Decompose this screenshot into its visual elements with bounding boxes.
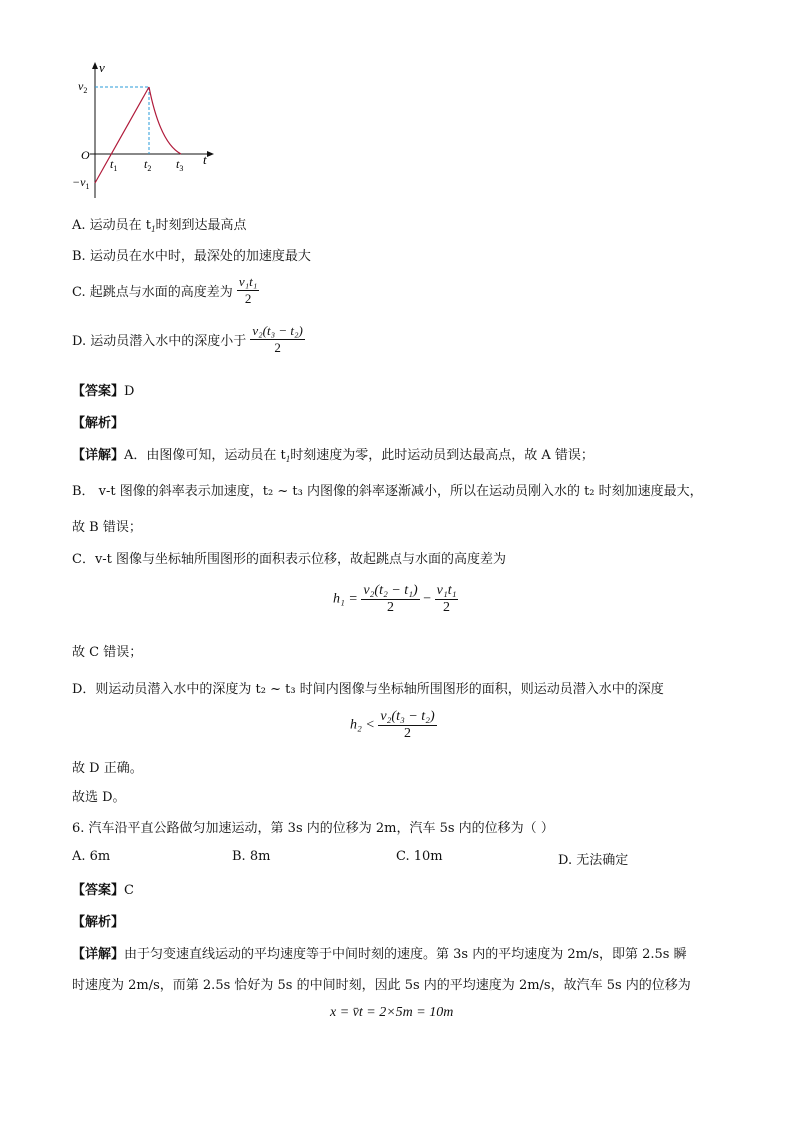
t-axis-arrow xyxy=(207,151,214,157)
neg-v1-label: $-v_1$ xyxy=(72,175,90,191)
equation-h1: h₁ = $\frac{\text{v₂(t₂ − t₁)}}{2}$ − $\frac{\text{v₁t₁}}{2}$ xyxy=(333,583,457,615)
q5-choose: 故选 D。 xyxy=(72,790,126,805)
q5-option-c-fraction: $\frac{\text{v₁t₁}}{2}$ xyxy=(238,274,258,306)
q5-detail-c-line1: C．v-t 图像与坐标轴所围图形的面积表示位移，故起跳点与水面的高度差为 xyxy=(72,552,507,567)
q5-detail-d-line2: 故 D 正确。 xyxy=(72,761,143,776)
t2-label: $t_2$ xyxy=(144,157,152,173)
q5-detail-a: 【详解】A．由图像可知，运动员在 $t_1$时刻速度为零，此时运动员到达最高点，故 A 错误； xyxy=(72,448,594,464)
q5-option-a: A. 运动员在 $t_1$时刻到达最高点 xyxy=(72,218,247,234)
linear-segment xyxy=(95,87,152,183)
t-axis-label: t xyxy=(203,152,207,167)
q6-option-d: D. 无法确定 xyxy=(558,853,629,868)
velocity-time-graph xyxy=(70,58,230,203)
q6-option-b: B. 8m xyxy=(232,849,271,864)
q5-detail-d-line1: D．则运动员潜入水中的深度为 t₂ ~ t₃ 时间内图像与坐标轴所围图形的面积，则运动员潜入水中的深度 xyxy=(72,682,664,697)
t1-label: $t_1$ xyxy=(110,157,118,173)
q6-stem: 6. 汽车沿平直公路做匀加速运动，第 3s 内的位移为 2m，汽车 5s 内的位移为（ ） xyxy=(72,821,554,836)
q6-detail-line2: 时速度为 2m/s，而第 2.5s 恰好为 5s 的中间时刻，因此 5s 内的平均速度为 2m/s，故汽车 5s 内的位移为 xyxy=(72,978,691,993)
q5-option-b: B. 运动员在水中时，最深处的加速度最大 xyxy=(72,249,311,264)
q6-equation: x = v̄t = 2×5m = 10m xyxy=(330,1005,454,1020)
q5-option-c: C. 起跳点与水面的高度差为 $\frac{\text{v₁t₁}}{2}$ xyxy=(72,274,258,306)
q6-answer: 【答案】C xyxy=(72,883,134,898)
v-axis-label: v xyxy=(99,60,105,75)
origin-label: O xyxy=(81,148,90,162)
q5-option-d-fraction: $\frac{\text{v₂(t₃ − t₂)}}{2}$ xyxy=(252,323,303,355)
q5-option-d: D. 运动员潜入水中的深度小于 $\frac{\text{v₂(t₃ − t₂)}}{2}$ xyxy=(72,323,303,355)
q6-detail-line1: 【详解】由于匀变速直线运动的平均速度等于中间时刻的速度。第 3s 内的平均速度为 2m/s，即第 2.5s 瞬 xyxy=(72,947,687,962)
q6-analysis-label: 【解析】 xyxy=(72,915,125,930)
q5-answer: 【答案】D xyxy=(72,384,135,399)
q5-detail-c-line2: 故 C 错误； xyxy=(72,645,143,660)
v2-label: $v_2$ xyxy=(78,79,88,95)
decay-curve xyxy=(149,87,181,154)
q5-detail-b-line1: B． v-t 图像的斜率表示加速度，t₂ ~ t₃ 内图像的斜率逐渐减小，所以在运动员刚入水的 t₂ 时刻加速度最大， xyxy=(72,484,703,499)
q5-detail-b-line2: 故 B 错误； xyxy=(72,520,142,535)
v-axis-arrow xyxy=(92,62,98,69)
q6-option-c: C. 10m xyxy=(396,849,443,864)
equation-h2: h₂ < $\frac{\text{v₂(t₃ − t₂)}}{2}$ xyxy=(350,709,435,741)
t3-label: $t_3$ xyxy=(176,157,184,173)
q6-option-a: A. 6m xyxy=(72,849,111,864)
q5-analysis-label: 【解析】 xyxy=(72,416,125,431)
